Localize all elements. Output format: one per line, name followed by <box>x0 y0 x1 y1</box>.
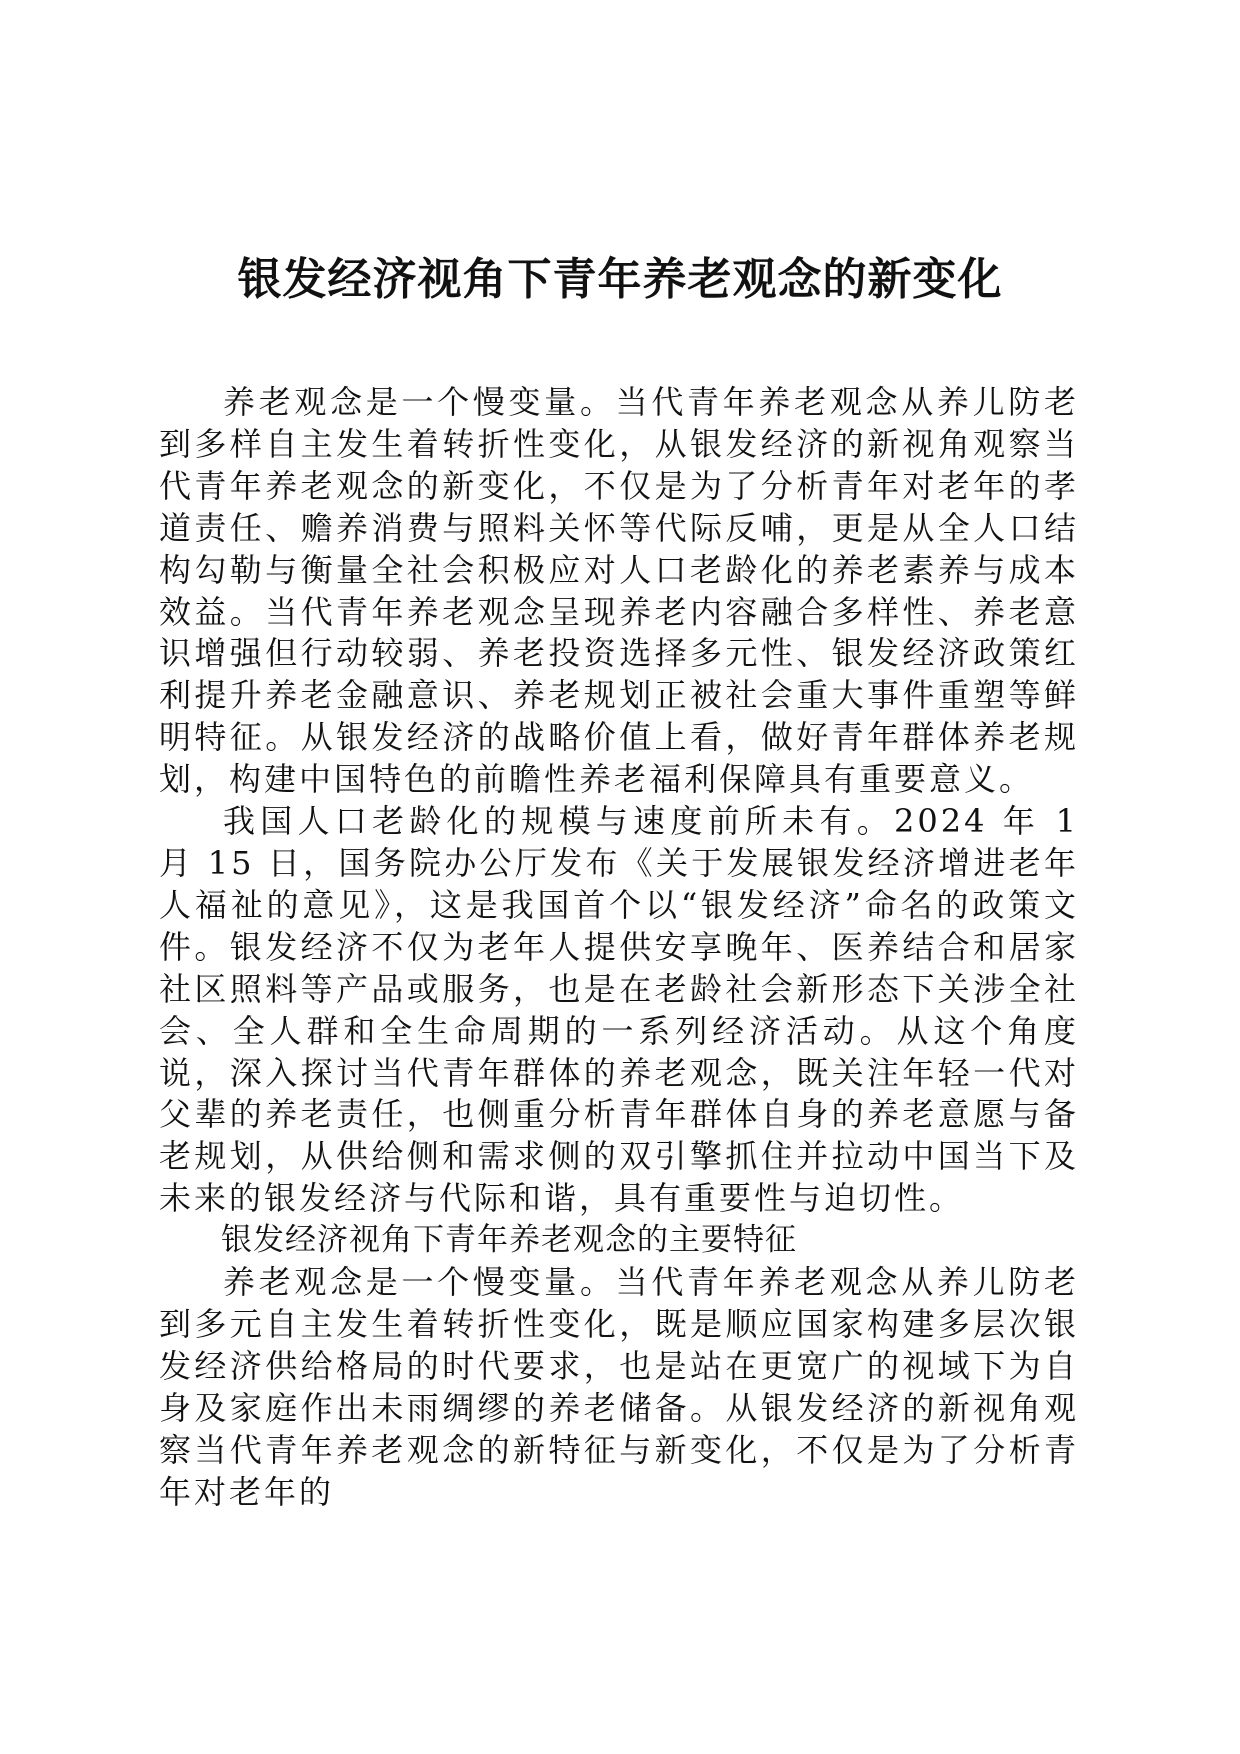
document-body <box>159 382 1079 1513</box>
paragraph-3: 养老观念是一个慢变量。当代青年养老观念从养儿防老到多元自主发生着转折性变化，既是顺应国家构建多层次银发经济供给格局的时代要求，也是站在更宽广的视域下为自身及家庭作出未雨绸缪的养老储备。从银发经济的新视角观察当代青年养老观念的新特征与新变化，不仅是为了分析青年对老年的 <box>159 1263 1079 1511</box>
paragraph-2: 我国人口老龄化的规模与速度前所未有。2024 年 1 月 15 日，国务院办公厅发布《关于发展银发经济增进老年人福祉的意见》，这是我国首个以“银发经济”命名的政策文件。银发经济不仅为老年人提供安享晚年、医养结合和居家社区照料等产品或服务，也是在老龄社会新形态下关涉全社会、全人群和全生命周期的一系列经济活动。从这个角度说，深入探讨当代青年群体的养老观念，既关注年轻一代对父辈的养老责任，也侧重分析青年群体自身的养老意愿与备老规划，从供给侧和需求侧的双引擎抓住并拉动中国当下及未来的银发经济与代际和谐，具有重要性与迫切性。 <box>159 802 1079 1218</box>
document-title: 银发经济视角下青年养老观念的新变化 <box>237 254 1003 305</box>
section-heading: 银发经济视角下青年养老观念的主要特征 <box>221 1222 797 1259</box>
paragraph-1: 养老观念是一个慢变量。当代青年养老观念从养儿防老到多样自主发生着转折性变化，从银发经济的新视角观察当代青年养老观念的新变化，不仅是为了分析青年对老年的孝道责任、赡养消费与照料关怀等代际反哺，更是从全人口结构勾勒与衡量全社会积极应对人口老龄化的养老素养与成本效益。当代青年养老观念呈现养老内容融合多样性、养老意识增强但行动较弱、养老投资选择多元性、银发经济政策红利提升养老金融意识、养老规划正被社会重大事件重塑等鲜明特征。从银发经济的战略价值上看，做好青年群体养老规划，构建中国特色的前瞻性养老福利保障具有重要意义。 <box>159 383 1079 799</box>
